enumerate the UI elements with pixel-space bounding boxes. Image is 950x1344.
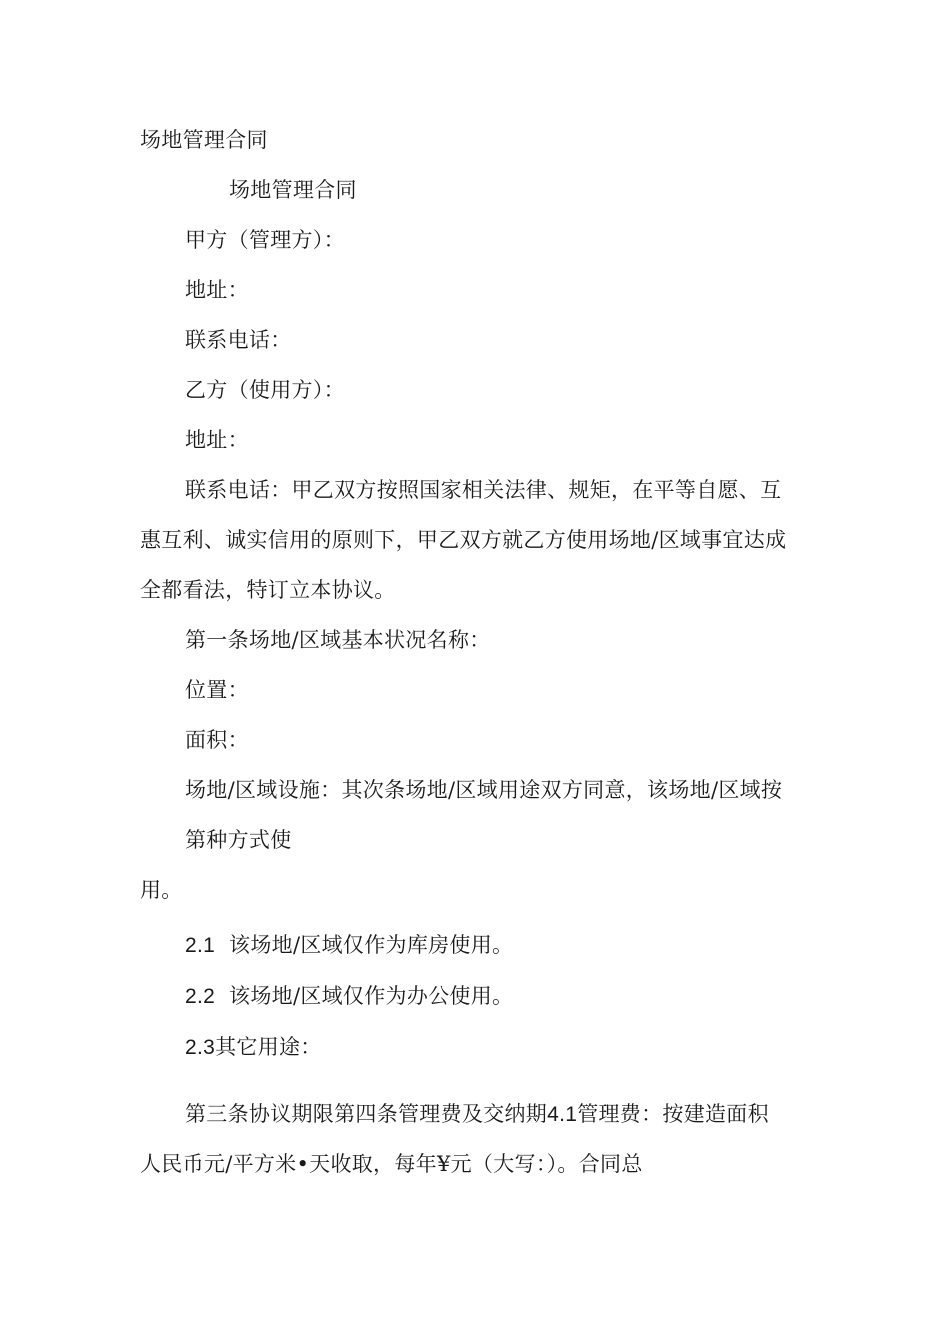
article-1-area: 面积： xyxy=(185,728,249,752)
contract-title: 场地管理合同 xyxy=(229,178,357,202)
article-4-line-2: 人民币元/平方米•天收取，每年¥元（大写：）。合同总 xyxy=(140,1152,643,1176)
clause-2-2 xyxy=(185,982,513,1011)
clause-4-1-number: 4.1 xyxy=(547,1103,578,1126)
article-3-4-line-1-start: 第三条协议期限第四条管理费及交纳期 xyxy=(185,1102,548,1126)
article-3-4-line-1 xyxy=(185,1100,769,1129)
clause-2-3 xyxy=(185,1033,322,1062)
header-title: 场地管理合同 xyxy=(140,128,268,152)
clause-2-2-number: 2.2 xyxy=(185,985,216,1008)
article-1-facilities-line-3: 用。 xyxy=(140,878,183,902)
article-1-facilities-line-2: 第种方式使 xyxy=(185,828,292,852)
clause-2-1-number: 2.1 xyxy=(185,934,216,957)
article-1-facilities-line-1: 场地/区域设施：其次条场地/区域用途双方同意，该场地/区域按 xyxy=(185,778,783,802)
party-a-address: 地址： xyxy=(185,278,249,302)
clause-2-3-text: 其它用途： xyxy=(215,1035,322,1059)
party-b-address: 地址： xyxy=(185,428,249,452)
party-a-label: 甲方（管理方）： xyxy=(185,228,345,252)
intro-paragraph-line-1: 联系电话：甲乙双方按照国家相关法律、规矩，在平等自愿、互 xyxy=(185,478,782,502)
clause-2-3-number: 2.3 xyxy=(185,1036,216,1059)
party-b-label: 乙方（使用方）： xyxy=(185,378,345,402)
clause-2-2-text: 该场地/区域仅作为办公使用。 xyxy=(229,984,514,1008)
article-1-location: 位置： xyxy=(185,678,249,702)
intro-paragraph-line-3: 全都看法，特订立本协议。 xyxy=(140,578,396,602)
party-a-phone: 联系电话： xyxy=(185,328,292,352)
article-3-4-line-1-end: 管理费：按建造面积 xyxy=(577,1102,769,1126)
intro-paragraph-line-2: 惠互利、诚实信用的原则下，甲乙双方就乙方使用场地/区域事宜达成 xyxy=(140,528,787,552)
clause-2-1 xyxy=(185,931,513,960)
clause-2-1-text: 该场地/区域仅作为库房使用。 xyxy=(229,933,514,957)
article-1-title: 第一条场地/区域基本状况名称： xyxy=(185,628,491,652)
